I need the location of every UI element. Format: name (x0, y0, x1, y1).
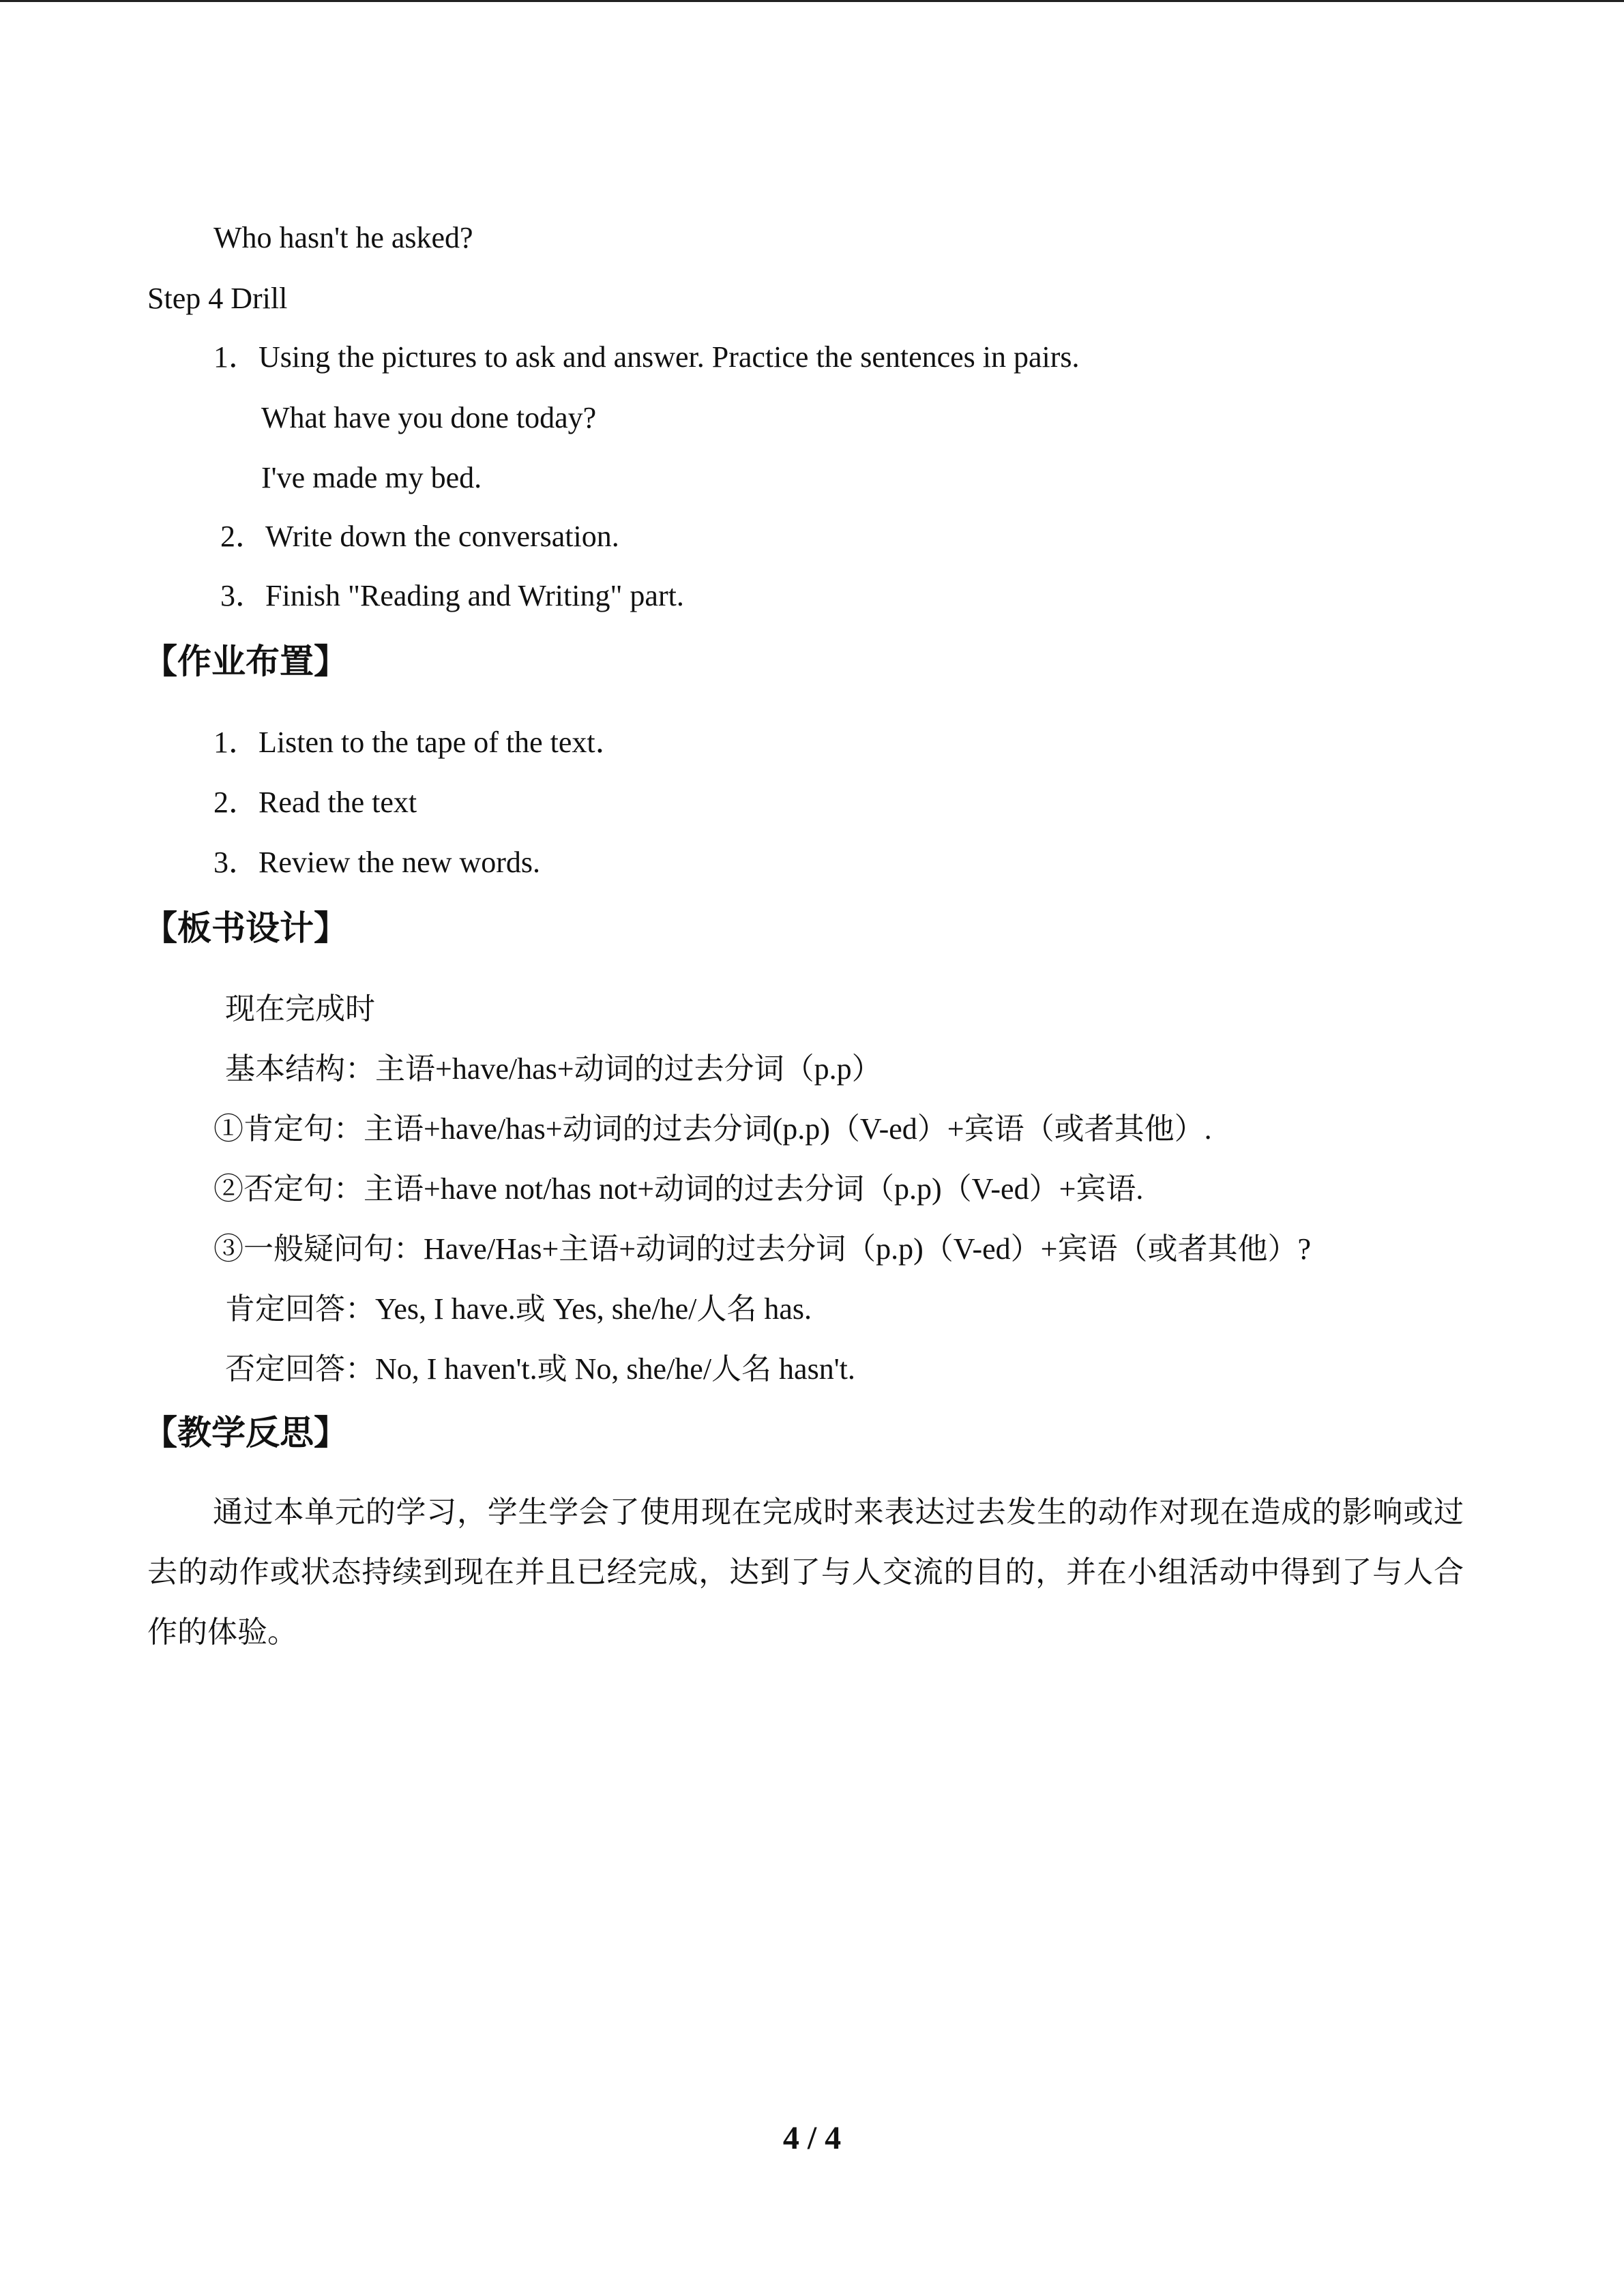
homework-item-number: 3． (213, 846, 259, 879)
drill-item-3-text: Finish "Reading and Writing" part. (265, 579, 684, 612)
drill-item-1-text: Using the pictures to ask and answer. Practice the sentences in pairs. (259, 340, 1080, 374)
example-answer: I've made my bed. (261, 461, 482, 494)
step-title: Step 4 Drill (147, 282, 288, 315)
board-heading: 【板书设计】 (143, 908, 348, 948)
drill-item-2-text: Write down the conversation. (265, 520, 619, 553)
board-line-negative-answer: 否定回答：No, I haven't.或 No, she/he/人名 hasn't. (225, 1352, 855, 1386)
homework-item-text: Listen to the tape of the text． (259, 726, 625, 759)
board-line-negative: ②否定句：主语+have not/has not+动词的过去分词（p.p)（V-ed）+宾语. (213, 1172, 1144, 1206)
board-line-positive-answer: 肯定回答：Yes, I have.或 Yes, she/he/人名 has. (225, 1292, 812, 1326)
board-line-title: 现在完成时 (225, 992, 375, 1026)
drill-item-2-number: 2． (220, 520, 265, 553)
drill-item-2 (220, 518, 619, 556)
board-line-question: ③一般疑问句：Have/Has+主语+动词的过去分词（p.p)（V-ed）+宾语（或者其他）? (213, 1232, 1312, 1266)
drill-item-3 (220, 577, 684, 615)
drill-item-1-number: 1． (213, 340, 259, 374)
question-line: Who hasn't he asked? (213, 221, 473, 254)
homework-item-text: Read the text (259, 786, 417, 819)
homework-heading: 【作业布置】 (143, 642, 348, 681)
homework-item (213, 844, 540, 882)
reflection-paragraph: 通过本单元的学习，学生学会了使用现在完成时来表达过去发生的动作对现在造成的影响或过去的动作或状态持续到现在并且已经完成，达到了与人交流的目的，并在小组活动中得到了与人合作的体验。 (147, 1495, 1464, 1649)
drill-item-1 (213, 338, 1080, 376)
page-top-border (0, 0, 1624, 2)
homework-item-text: Review the new words. (259, 846, 541, 879)
homework-item-number: 1． (213, 726, 259, 759)
board-line-structure: 基本结构：主语+have/has+动词的过去分词（p.p） (225, 1052, 882, 1086)
homework-item (213, 724, 625, 762)
homework-item-number: 2． (213, 786, 259, 819)
board-line-affirmative: ①肯定句：主语+have/has+动词的过去分词(p.p)（V-ed）+宾语（或者其他）. (213, 1112, 1212, 1146)
reflection-heading: 【教学反思】 (143, 1413, 348, 1452)
page-number: 4 / 4 (782, 2120, 842, 2156)
homework-item (213, 784, 417, 822)
example-question: What have you done today? (261, 401, 597, 434)
drill-item-3-number: 3． (220, 579, 265, 612)
